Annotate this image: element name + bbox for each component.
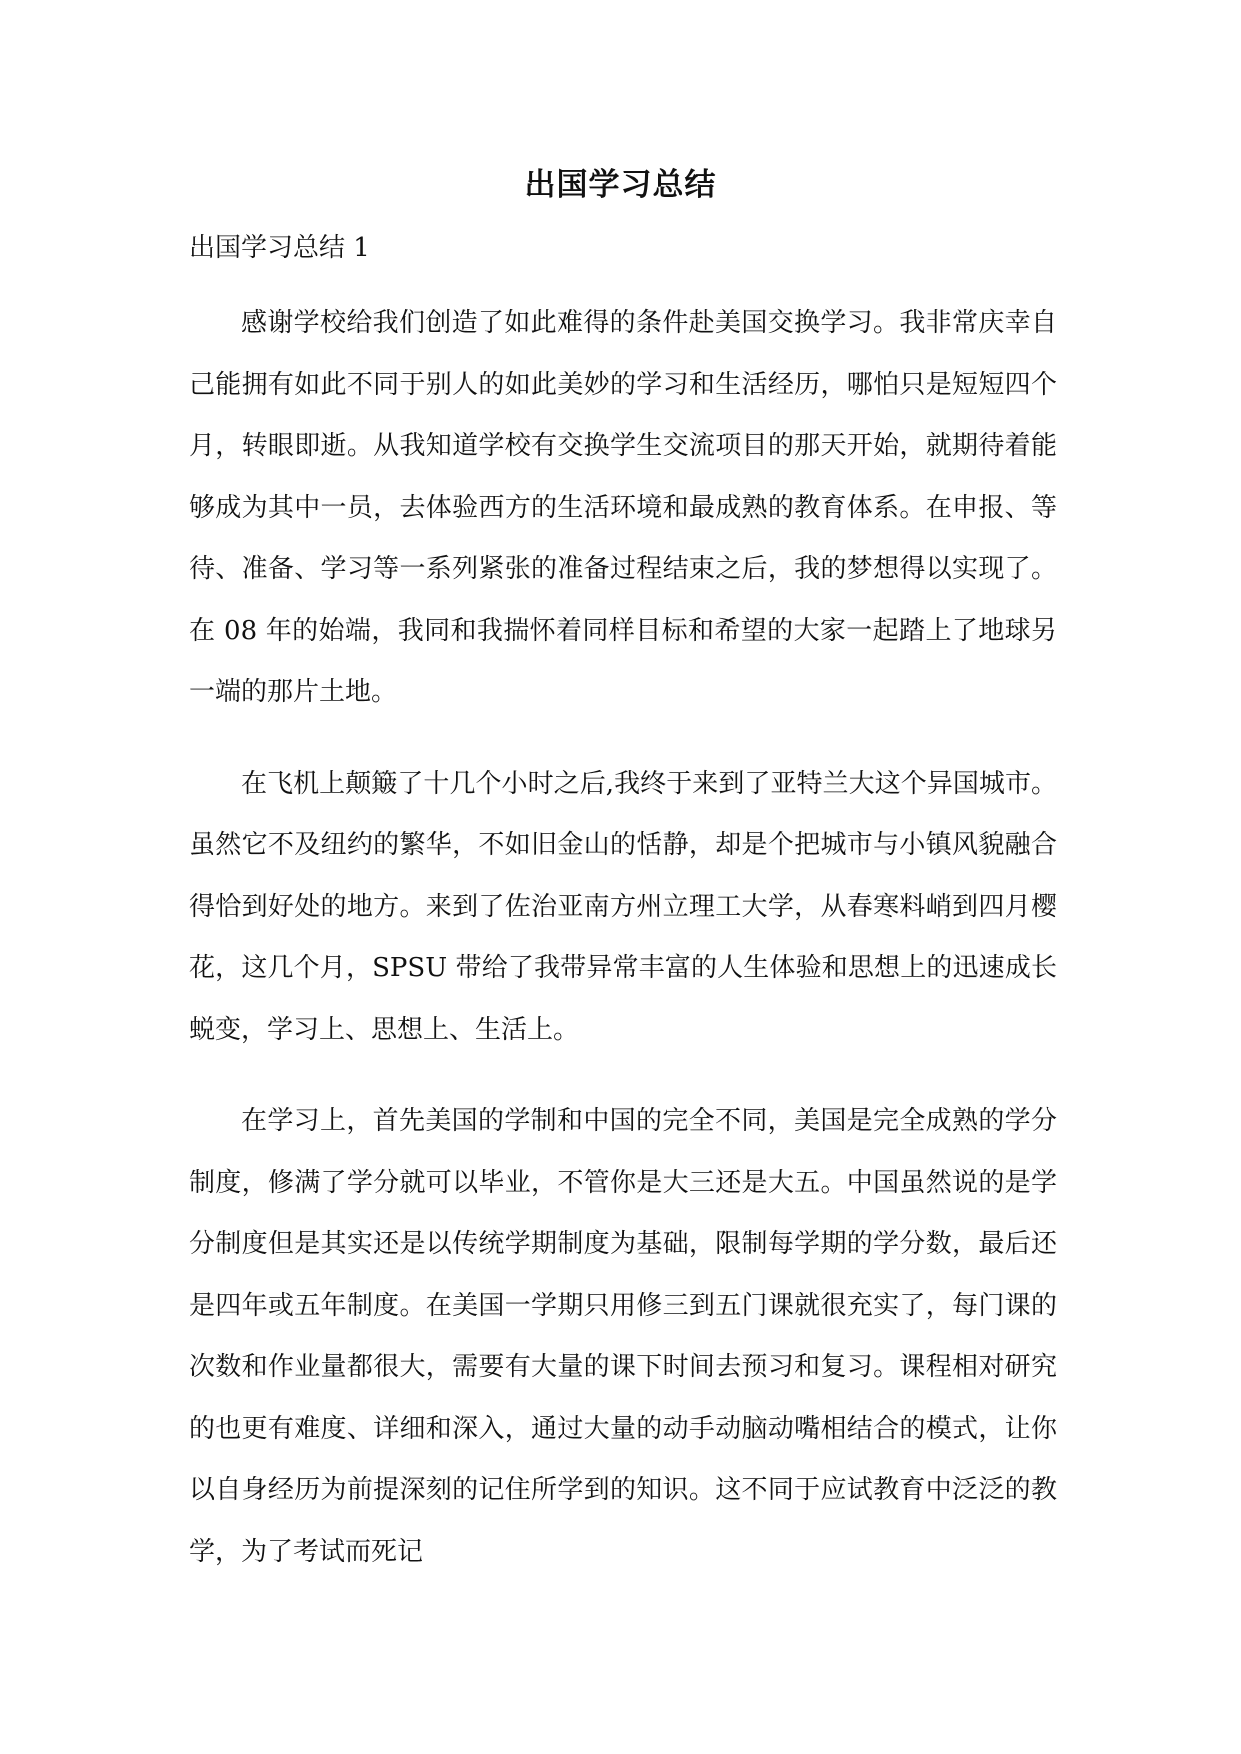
paragraph: 在学习上，首先美国的学制和中国的完全不同，美国是完全成熟的学分制度，修满了学分就可以毕业，不管你是大三还是大五。中国虽然说的是学分制度但是其实还是以传统学期制度为基础，限制每学期的学分数，最后还是四年或五年制度。在美国一学期只用修三到五门课就很充实了，每门课的次数和作业量都很大，需要有大量的课下时间去预习和复习。课程相对研究的也更有难度、详细和深入，通过大量的动手动脑动嘴相结合的模式，让你以自身经历为前提深刻的记住所学到的知识。这不同于应试教育中泛泛的教学，为了考试而死记 bbox=[189, 1106, 1057, 1567]
document-body bbox=[189, 230, 1057, 1583]
paragraph: 在飞机上颠簸了十几个小时之后,我终于来到了亚特兰大这个异国城市。虽然它不及纽约的繁华，不如旧金山的恬静，却是个把城市与小镇风貌融合得恰到好处的地方。来到了佐治亚南方州立理工大学，从春寒料峭到四月樱花，这几个月，SPSU 带给了我带异常丰富的人生体验和思想上的迅速成长蜕变，学习上、思想上、生活上。 bbox=[189, 768, 1057, 1045]
document-title: 出国学习总结 bbox=[524, 167, 717, 203]
section-heading: 出国学习总结 1 bbox=[189, 233, 370, 263]
paragraph: 感谢学校给我们创造了如此难得的条件赴美国交换学习。我非常庆幸自己能拥有如此不同于别人的如此美妙的学习和生活经历，哪怕只是短短四个月，转眼即逝。从我知道学校有交换学生交流项目的那天开始，就期待着能够成为其中一员，去体验西方的生活环境和最成熟的教育体系。在申报、等待、准备、学习等一系列紧张的准备过程结束之后，我的梦想得以实现了。在 08 年的始端，我同和我揣怀着同样目标和希望的大家一起踏上了地球另一端的那片土地。 bbox=[189, 308, 1057, 707]
